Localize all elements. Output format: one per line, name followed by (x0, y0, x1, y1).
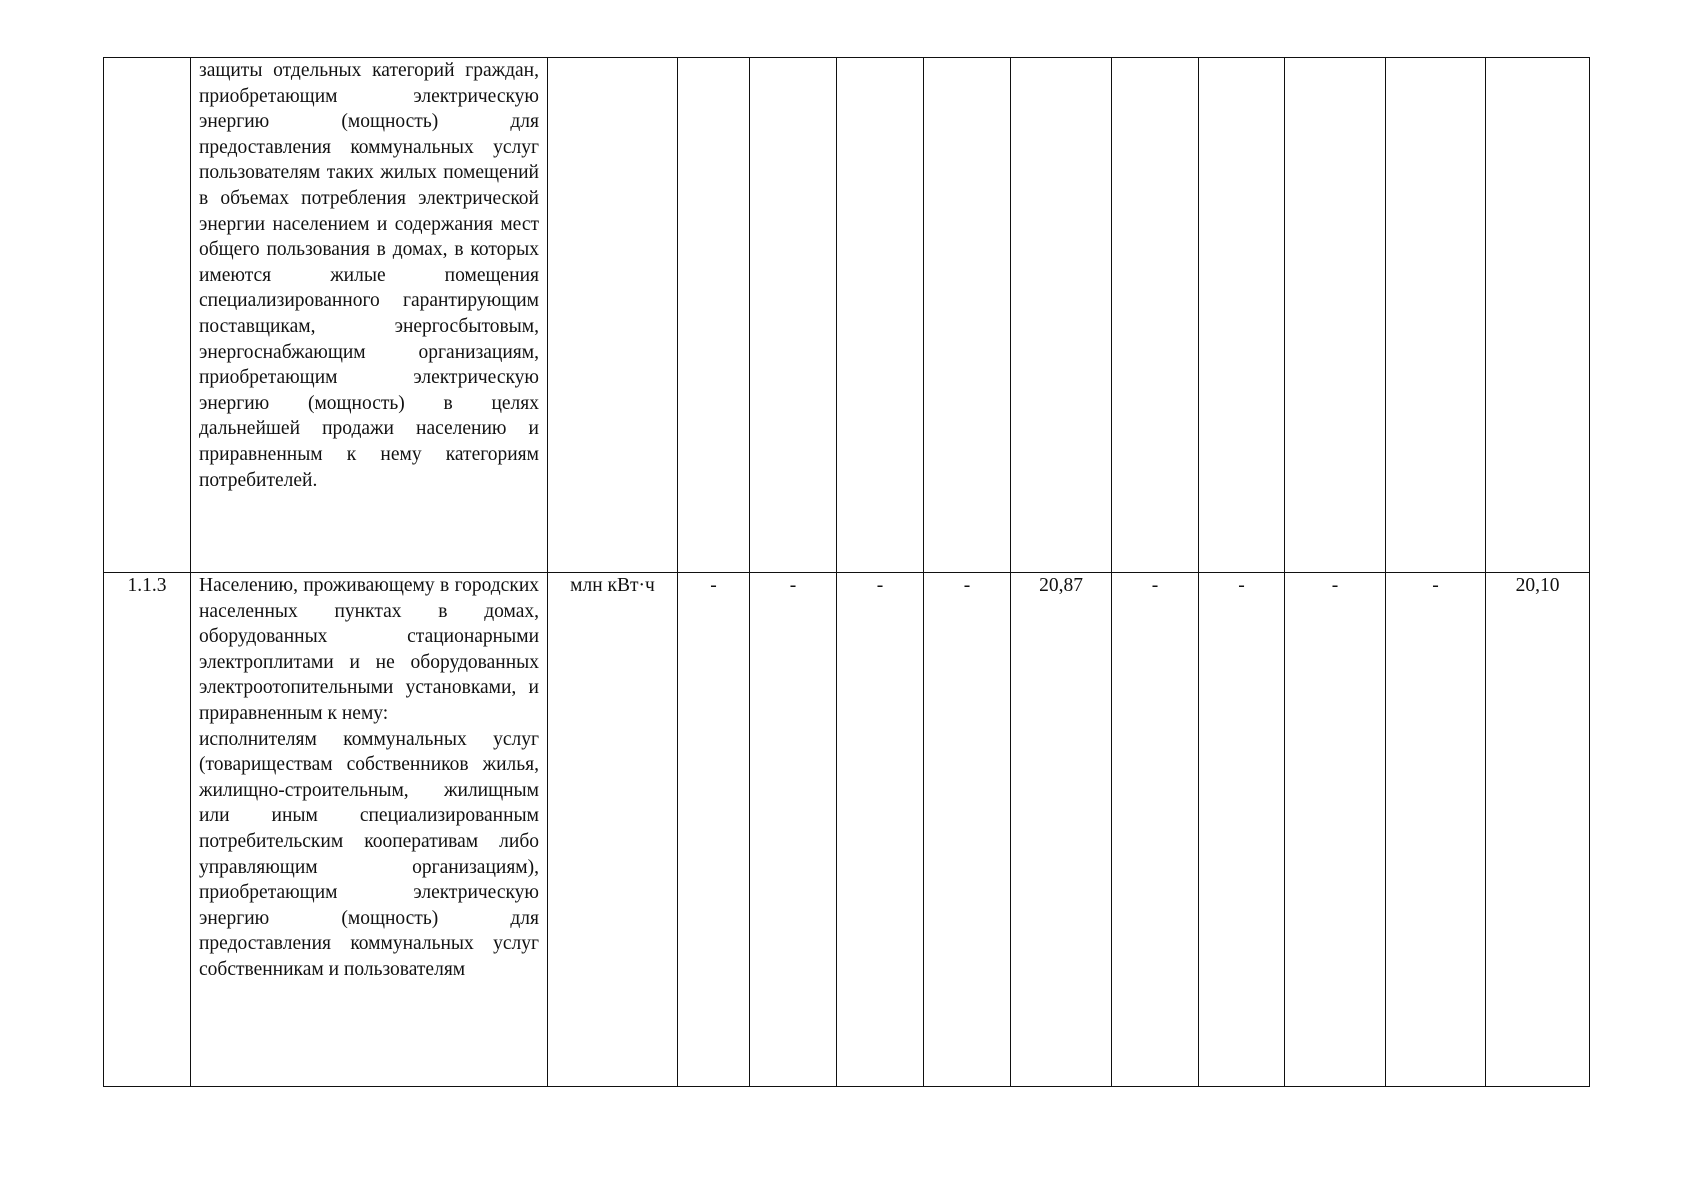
value-cell (1199, 58, 1285, 573)
value-cell (678, 58, 750, 573)
table-row (104, 573, 1590, 1087)
value-cell: - (1112, 573, 1199, 1087)
value-cell: - (837, 573, 924, 1087)
value-cell: - (1285, 573, 1386, 1087)
value-cell: - (678, 573, 750, 1087)
description-paragraph: защиты отдельных категорий граждан, приобретающим электрическую энергию (мощность) для предоставления коммунальных услуг пользователям таких жилых помещений в объемах потребления электрической энергии населением и содержания мест общего пользования в домах, в которых имеются жилые помещения специализированного гарантирующим поставщикам, энергосбытовым, энергоснабжающим организациям, приобретающим электрическую энергию (мощность) в целях дальнейшей продажи населению и приравненным к нему категориям потребителей. (199, 60, 539, 491)
value-cell: - (1386, 573, 1486, 1087)
value-cell (1112, 58, 1199, 573)
value-cell (1486, 58, 1590, 573)
row-number-cell: 1.1.3 (104, 573, 191, 1087)
value-cell (750, 58, 837, 573)
value-cell: 20,87 (1011, 573, 1112, 1087)
value-cell (1386, 58, 1486, 573)
value-cell (837, 58, 924, 573)
description-paragraph: исполнителям коммунальных услуг (товариществам собственников жилья, жилищно-строительным, жилищным или иным специализированным потребительским кооперативам либо управляющим организациям), приобретающим электрическую энергию (мощность) для предоставления коммунальных услуг собственникам и пользователям (199, 728, 539, 980)
value-cell: - (750, 573, 837, 1087)
unit-cell: млн кВт·ч (548, 573, 678, 1087)
value-cell (924, 58, 1011, 573)
value-cell: 20,10 (1486, 573, 1590, 1087)
value-cell: - (1199, 573, 1285, 1087)
description-paragraph: Населению, проживающему в городских населенных пунктах в домах, оборудованных стационарными электроплитами и не оборудованных электроотопительными установками, и приравненным к нему: (199, 575, 539, 724)
data-table (103, 57, 1590, 1087)
value-cell (1285, 58, 1386, 573)
unit-cell (548, 58, 678, 573)
table-row (104, 58, 1590, 573)
row-number-cell (104, 58, 191, 573)
value-cell: - (924, 573, 1011, 1087)
value-cell (1011, 58, 1112, 573)
row-description-cell (191, 573, 548, 1087)
row-description-cell (191, 58, 548, 573)
